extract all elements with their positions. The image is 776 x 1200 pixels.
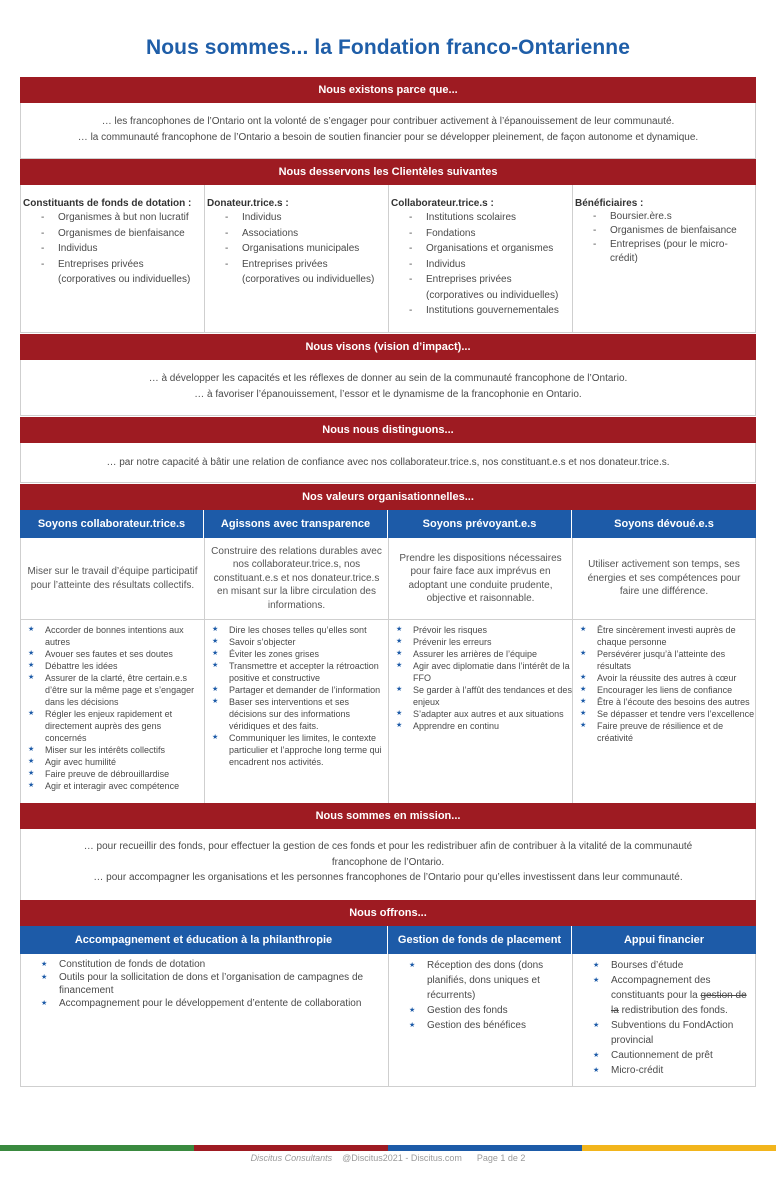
value-description: Utiliser activement son temps, ses énergies et ses compétences pour faire une différence. <box>587 559 741 598</box>
list-item: ★ Assurer les arrières de l’équipe <box>389 648 572 660</box>
value-list-column <box>389 620 573 803</box>
list-item: - Entreprises privées (corporatives ou individuelles) <box>23 257 204 288</box>
offer-header-row <box>20 926 756 954</box>
section-header: Nous visons (vision d’impact)... <box>20 334 756 360</box>
list-item: ★ Être sincèrement investi auprès de chaque personne <box>573 624 755 648</box>
text-line: … par notre capacité à bâtir une relation de confiance avec nos collaborateur.trice.s, nos constituant.e.s et nos donateur.trice.s. <box>106 457 670 468</box>
offer-column <box>21 954 389 1086</box>
list-item: ★ Réception des dons (dons planifiés, dons uniques et récurrents) <box>389 958 572 1003</box>
list-item: ★ Constitution de fonds de dotation <box>21 958 388 971</box>
list-item: - Entreprises (pour le micro-crédit) <box>575 238 755 266</box>
list-item: ★ Micro-crédit <box>573 1063 753 1078</box>
list-item: - Associations <box>207 226 388 242</box>
offer-title: Gestion de fonds de placement <box>388 926 572 954</box>
value-description: Prendre les dispositions nécessaires pour faire face aux imprévus en adoptant une conduite prudente, objective et raisonnable. <box>389 538 573 619</box>
value-list-column <box>573 620 755 803</box>
list-item: - Entreprises privées (corporatives ou individuelles) <box>207 257 388 288</box>
list-item: ★ Dire les choses telles qu’elles sont <box>205 624 388 636</box>
color-segment <box>388 1145 582 1151</box>
values-desc-row <box>20 538 756 620</box>
clientele-title: Collaborateur.trice.s : <box>391 198 494 209</box>
text-line: … les francophones de l’Ontario ont la volonté de s’engager pour contribuer activement à l’épanouissement de leur communauté. <box>101 116 675 127</box>
clientele-list <box>575 210 755 266</box>
list-item: ★ Se dépasser et tendre vers l’excellence <box>573 708 755 720</box>
section-body <box>20 360 756 416</box>
color-segment <box>582 1145 776 1151</box>
value-title: Soyons prévoyant.e.s <box>388 510 572 538</box>
list-item: - Entreprises privées (corporatives ou individuelles) <box>391 272 572 303</box>
clientele-title: Donateur.trice.s : <box>207 198 289 209</box>
list-item: ★ Éviter les zones grises <box>205 648 388 660</box>
list-item: ★ Transmettre et accepter la rétroaction positive et constructive <box>205 660 388 684</box>
list-item: ★ Partager et demander de l’information <box>205 684 388 696</box>
section-clienteles <box>20 159 756 333</box>
list-item: - Organismes à but non lucratif <box>23 210 204 226</box>
section-header: Nous desservons les Clientèles suivantes <box>20 159 756 185</box>
list-item: ★ Gestion des fonds <box>389 1003 572 1018</box>
list-item: ★ Baser ses interventions et ses décisions sur des informations véridiques et des faits. <box>205 696 388 732</box>
color-segment <box>0 1145 194 1151</box>
list-item: - Individus <box>391 257 572 273</box>
section-body <box>20 103 756 159</box>
list-item: - Organismes de bienfaisance <box>575 224 755 238</box>
section-valeurs <box>20 484 756 804</box>
section-body <box>20 829 756 901</box>
section-header: Nos valeurs organisationnelles... <box>20 484 756 510</box>
clientele-title: Constituants de fonds de dotation : <box>23 198 192 209</box>
clienteles-grid <box>20 185 756 333</box>
offer-list <box>21 958 388 1010</box>
list-item: - Organisations municipales <box>207 241 388 257</box>
footer-credit: @Discitus2021 - Discitus.com <box>342 1153 462 1163</box>
list-item: ★ Accorder de bonnes intentions aux autres <box>21 624 204 648</box>
list-item: ★ Communiquer les limites, le contexte particulier et l’approche long terme qui encadrent nos activités. <box>205 732 388 768</box>
list-item: ★ Avouer ses fautes et ses doutes <box>21 648 204 660</box>
list-item <box>573 973 753 1018</box>
list-item: ★ Gestion des bénéfices <box>389 1018 572 1033</box>
list-item: ★ Apprendre en continu <box>389 720 572 732</box>
footer-page-number: Page 1 de 2 <box>476 1153 526 1163</box>
text-line: … pour recueillir des fonds, pour effectuer la gestion de ces fonds et pour les redistribuer afin de contribuer à la vitalité de la communauté francophone de l’Ontario. <box>83 841 693 868</box>
page-title: Nous sommes... la Fondation franco-Ontarienne <box>145 36 631 59</box>
section-distinguons <box>20 417 756 483</box>
value-list <box>21 624 204 792</box>
offer-grid <box>20 954 756 1087</box>
section-header: Nous nous distinguons... <box>20 417 756 443</box>
text-line: … à développer les capacités et les réflexes de donner au sein de la communauté francophone de l’Ontario. <box>148 373 628 384</box>
offer-list <box>573 958 755 1078</box>
value-list-column <box>21 620 205 803</box>
clientele-column <box>389 185 573 332</box>
list-item: ★ Miser sur les intérêts collectifs <box>21 744 204 756</box>
list-item: ★ S’adapter aux autres et aux situations <box>389 708 572 720</box>
text-line: … pour accompagner les organisations et les personnes francophones de l’Ontario pour qu’elles investissent dans leur communauté. <box>93 872 683 883</box>
list-item: ★ Agir avec diplomatie dans l’intérêt de la FFO <box>389 660 572 684</box>
clientele-list <box>391 210 572 319</box>
section-header: Nous offrons... <box>20 900 756 926</box>
list-item: ★ Se garder à l’affût des tendances et des enjeux <box>389 684 572 708</box>
offer-title: Appui financier <box>572 926 756 954</box>
offer-column <box>573 954 755 1086</box>
value-list <box>573 624 755 744</box>
list-item: ★ Prévoir les risques <box>389 624 572 636</box>
list-item: - Fondations <box>391 226 572 242</box>
clientele-list <box>23 210 204 288</box>
section-body <box>20 443 756 483</box>
values-list-row <box>20 620 756 804</box>
list-item: - Institutions gouvernementales <box>391 303 572 319</box>
list-item: - Organismes de bienfaisance <box>23 226 204 242</box>
clientele-column <box>205 185 389 332</box>
value-list <box>205 624 388 768</box>
list-item: ★ Encourager les liens de confiance <box>573 684 755 696</box>
value-list <box>389 624 572 732</box>
list-item: ★ Assurer de la clarté, être certain.e.s d’être sur la même page et s’engager dans les décisions <box>21 672 204 708</box>
list-item: ★ Bourses d’étude <box>573 958 753 973</box>
list-text: Accompagnement des constituants pour la <box>611 975 711 1001</box>
value-description: Construire des relations durables avec nos collaborateur.trice.s, nos constituant.e.s et nos donateur.trice.s en misant sur la libre circulation des informations. <box>205 538 389 619</box>
list-item: ★ Outils pour la sollicitation de dons et l’organisation de campagnes de financement <box>21 971 388 997</box>
text-line: … la communauté francophone de l’Ontario a besoin de soutien financier pour se développer pleinement, de façon autonome et dynamique. <box>77 131 699 143</box>
footer-brand: Discitus Consultants <box>250 1153 333 1163</box>
section-mission <box>20 803 756 901</box>
value-title: Agissons avec transparence <box>204 510 388 538</box>
list-item: ★ Être à l’écoute des besoins des autres <box>573 696 755 708</box>
list-item: ★ Accompagnement pour le développement d’entente de collaboration <box>21 997 388 1010</box>
offer-column <box>389 954 573 1086</box>
footer-color-bar <box>0 1145 776 1151</box>
list-item: ★ Faire preuve de résilience et de créativité <box>573 720 755 744</box>
section-offrons <box>20 900 756 1087</box>
list-item: ★ Cautionnement de prêt <box>573 1048 753 1063</box>
list-item: ★ Prévenir les erreurs <box>389 636 572 648</box>
text-line: … à favoriser l’épanouissement, l’essor et le dynamisme de la francophonie en Ontario. <box>194 388 582 400</box>
value-title: Soyons collaborateur.trice.s <box>20 510 204 538</box>
list-item: ★ Agir et interagir avec compétence <box>21 780 204 792</box>
list-item: - Boursier.ère.s <box>575 210 755 224</box>
value-title: Soyons dévoué.e.s <box>572 510 756 538</box>
list-item: - Organisations et organismes <box>391 241 572 257</box>
list-item: ★ Subventions du FondAction provincial <box>573 1018 753 1048</box>
clientele-column <box>573 185 755 332</box>
struck-text: gestion de la <box>611 990 747 1016</box>
list-item: - Institutions scolaires <box>391 210 572 226</box>
section-header: Nous sommes en mission... <box>20 803 756 829</box>
offer-list <box>389 958 572 1033</box>
list-item: - Individus <box>23 241 204 257</box>
list-item: ★ Avoir la réussite des autres à cœur <box>573 672 755 684</box>
color-segment <box>194 1145 388 1151</box>
list-text: redistribution des fonds. <box>618 1005 728 1016</box>
section-existons <box>20 77 756 159</box>
section-visons <box>20 334 756 416</box>
value-description: Miser sur le travail d’équipe participatif pour l’atteinte des résultats collectifs. <box>21 538 205 619</box>
list-item: ★ Agir avec humilité <box>21 756 204 768</box>
list-item: ★ Persévérer jusqu’à l’atteinte des résultats <box>573 648 755 672</box>
clientele-list <box>207 210 388 288</box>
list-item: ★ Faire preuve de débrouillardise <box>21 768 204 780</box>
values-header-row <box>20 510 756 538</box>
list-item: ★ Débattre les idées <box>21 660 204 672</box>
offer-title: Accompagnement et éducation à la philanthropie <box>20 926 388 954</box>
list-item: ★ Régler les enjeux rapidement et directement auprès des gens concernés <box>21 708 204 744</box>
section-header: Nous existons parce que... <box>20 77 756 103</box>
value-list-column <box>205 620 389 803</box>
clientele-column <box>21 185 205 332</box>
clientele-title: Bénéficiaires : <box>575 198 644 209</box>
list-item: - Individus <box>207 210 388 226</box>
list-item: ★ Savoir s’objecter <box>205 636 388 648</box>
footer <box>0 1153 776 1163</box>
